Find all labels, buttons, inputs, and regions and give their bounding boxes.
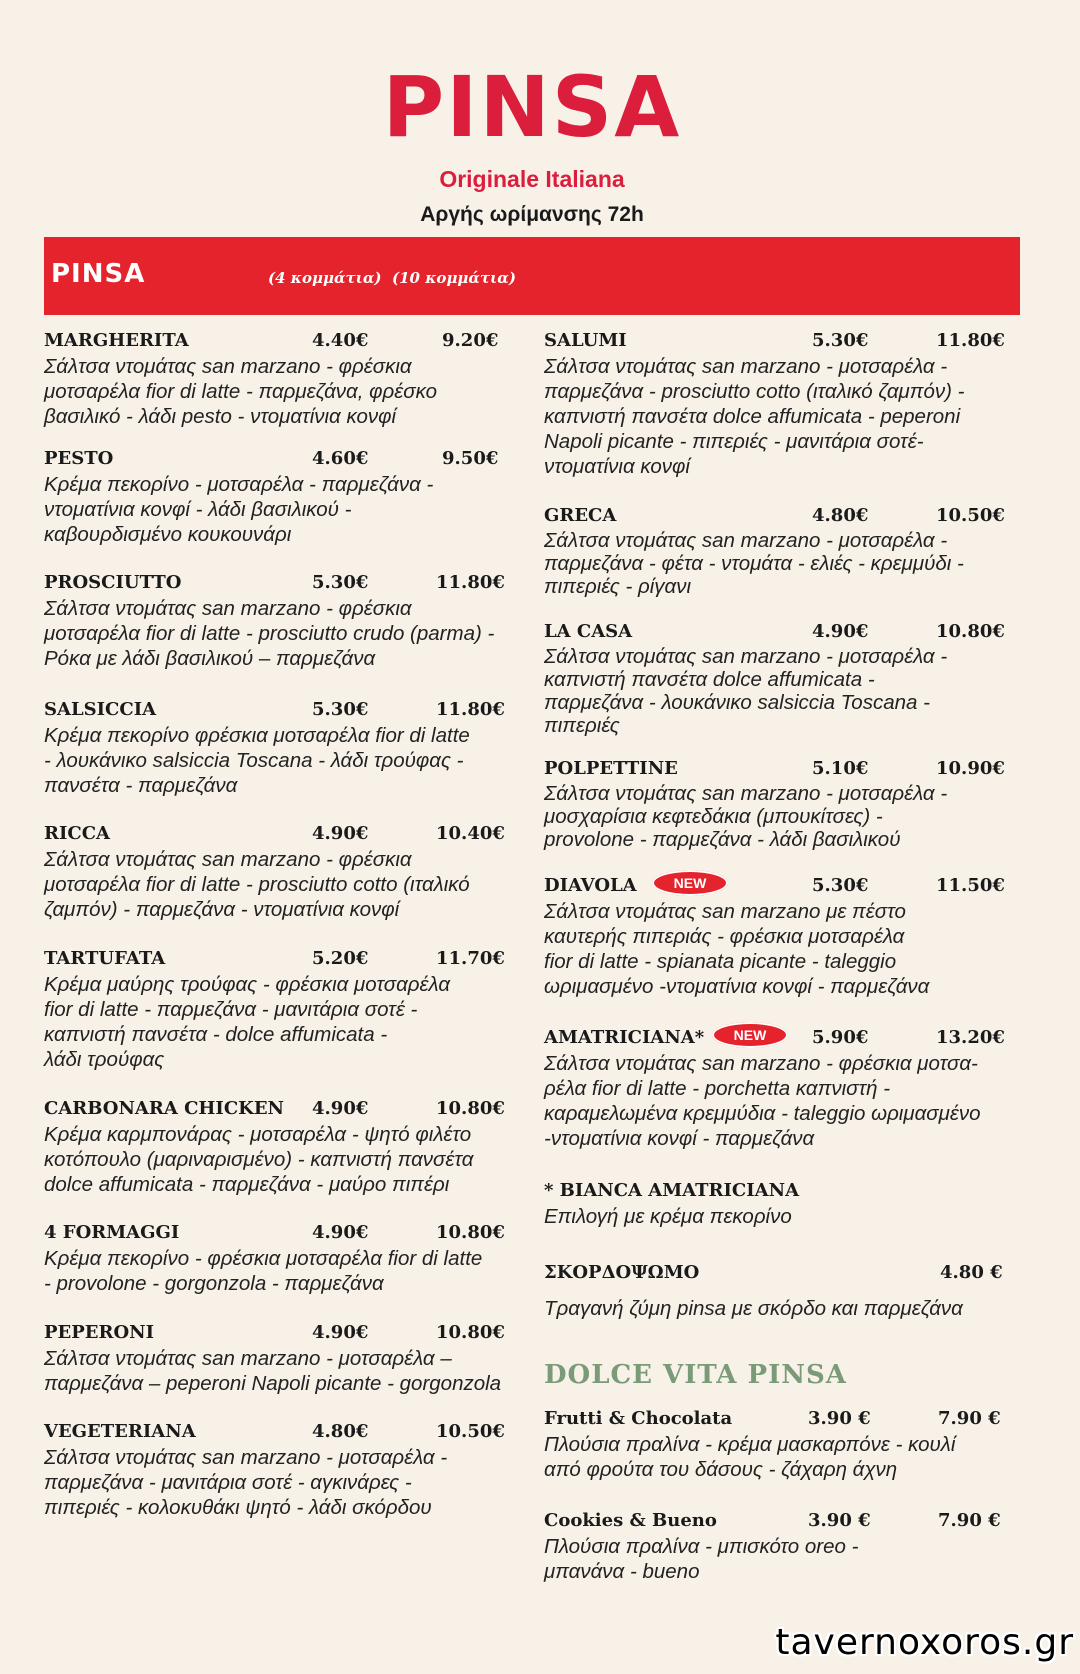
size-small-note: (4 κομμάτια) [268,269,382,287]
menu-item [544,875,1034,999]
item-name: RICCA [44,823,110,844]
item-desc-line: Σάλτσα ντομάτας san marzano - φρέσκια [44,848,412,871]
item-desc-line: Επιλογή με κρέμα πεκορίνο [544,1205,792,1228]
item-desc-line: - λουκάνικο salsiccia Toscana - λάδι τρούφας - [44,749,464,772]
price-large: 10.90€ [936,758,1005,779]
item-desc-line: πιπεριές - κολοκυθάκι ψητό - λάδι σκόρδου [44,1496,432,1519]
price-large: 11.50€ [936,875,1005,896]
menu-item [544,621,1034,737]
price-small: 4.40€ [312,330,369,351]
item-desc-line: ρέλα fior di latte - porchetta καπνιστή - [544,1077,891,1100]
item-name: Frutti & Chocolata [544,1408,733,1429]
menu-item [544,1027,1034,1151]
price-large: 7.90 € [938,1408,1001,1429]
item-desc-line: provolone - παρμεζάνα - λάδι βασιλικού [544,828,901,851]
item-desc-line: Σάλτσα ντομάτας san marzano - μοτσαρέλα - [544,645,948,668]
price-large: 13.20€ [936,1027,1005,1048]
item-desc-line: fior di latte - spianata picante - taleggio [544,950,897,973]
price-small: 4.90€ [312,823,369,844]
item-name: * BIANCA AMATRICIANA [544,1180,800,1201]
item-desc-line: ζαμπόν) - παρμεζάνα - ντοματίνια κονφί [44,898,400,921]
item-desc-line: από φρούτα του δάσους - ζάχαρη άχνη [544,1458,898,1481]
item-desc-line: κοτόπουλο (μαριναρισμένο) - καπνιστή πανσέτα [44,1148,474,1171]
item-desc-line: παρμεζάνα – peperoni Napoli picante - gorgonzola [44,1372,502,1395]
item-name: POLPETTINE [544,758,678,779]
menu-item [544,1408,1034,1482]
price-small: 4.90€ [312,1222,369,1243]
price-small: 3.90 € [808,1408,871,1429]
subtitle: Originale Italiana [439,166,625,192]
new-badge: NEW [652,870,728,896]
item-desc-line: παρμεζάνα - μανιτάρια σοτέ - αγκινάρες - [44,1471,412,1494]
item-name: PEPERONI [44,1322,155,1343]
item-name: PESTO [44,448,114,469]
price-large: 10.80€ [436,1322,505,1343]
item-desc-line: μοτσαρέλα fior di latte - prosciutto crudo (parma) - [44,622,495,645]
item-desc-line: μοτσαρέλα fior di latte - παρμεζάνα, φρέσκο [44,380,438,403]
item-desc-line: μοσχαρίσια κεφτεδάκια (μπουκίτσες) - [544,805,883,828]
price-small: 4.90€ [312,1098,369,1119]
item-desc-line: καπνιστή πανσέτα - dolce affumicata - [44,1023,388,1046]
price-small: 5.90€ [812,1027,869,1048]
item-desc-line: Σάλτσα ντομάτας san marzano - μοτσαρέλα - [44,1446,448,1469]
menu-item [544,1180,1034,1229]
item-desc-line: καπνιστή πανσέτα dolce affumicata - [544,668,875,691]
item-desc-line: καπνιστή πανσέτα dolce affumicata - peperoni [544,405,961,428]
item-name: Cookies & Bueno [544,1510,717,1531]
item-name: GRECA [544,505,617,526]
item-name: MARGHERITA [44,330,189,351]
tagline: Αργής ωρίμανσης 72h [420,203,644,226]
item-desc-line: Κρέμα πεκορίνο - φρέσκια μοτσαρέλα fior di latte [44,1247,483,1270]
price-large: 10.50€ [936,505,1005,526]
new-badge: NEW [712,1022,788,1048]
price-small: 4.60€ [312,448,369,469]
item-desc-line: Κρέμα μαύρης τρούφας - φρέσκια μοτσαρέλα [44,973,451,996]
item-desc-line: dolce affumicata - παρμεζάνα - μαύρο πιπέρι [44,1173,450,1196]
price-small: 3.90 € [808,1510,871,1531]
item-name: SALUMI [544,330,627,351]
item-desc-line: Σάλτσα ντομάτας san marzano - φρέσκια [44,355,412,378]
item-desc-line: fior di latte - παρμεζάνα - μανιτάρια σοτέ - [44,998,418,1021]
menu-item [44,572,534,671]
item-desc-line: καραμελωμένα κρεμμύδια - taleggio ωριμασμένο [544,1102,981,1125]
logo-title: PINSA [382,58,682,156]
item-desc-line: ντοματίνια κονφί [544,455,690,478]
price-large: 11.80€ [436,572,505,593]
menu-item [44,1098,534,1197]
price-small: 4.80€ [312,1421,369,1442]
price-small: 5.30€ [312,699,369,720]
item-desc-line: Σάλτσα ντομάτας san marzano - μοτσαρέλα – [44,1347,452,1370]
price-large: 10.80€ [936,621,1005,642]
price-large: 11.80€ [436,699,505,720]
item-name: DIAVOLA [544,875,637,896]
price-large: 9.20€ [442,330,499,351]
item-desc-line: ντοματίνια κονφί - λάδι βασιλικού - [44,498,352,521]
item-desc-line: Κρέμα καρμπονάρας - μοτσαρέλα - ψητό φιλέτο [44,1123,472,1146]
item-desc-line: μπανάνα - bueno [544,1560,700,1583]
price-large: 10.50€ [436,1421,505,1442]
item-desc-line: βασιλικό - λάδι pesto - ντοματίνια κονφί [44,405,397,428]
item-desc-line: Κρέμα πεκορίνο - μοτσαρέλα - παρμεζάνα - [44,473,434,496]
menu-item [44,1421,534,1520]
item-desc-line: Σάλτσα ντομάτας san marzano - μοτσαρέλα - [544,355,948,378]
item-name: AMATRICIANA* [544,1027,705,1048]
menu-item [544,1510,1034,1584]
menu-item [44,699,534,798]
item-desc-line: Σάλτσα ντομάτας san marzano με πέστο [544,900,906,923]
item-name: TARTUFATA [44,948,166,969]
price-large: 10.80€ [436,1098,505,1119]
menu-item [544,330,1034,479]
menu-item [544,758,1034,851]
price-large: 10.40€ [436,823,505,844]
item-desc-line: πανσέτα - παρμεζάνα [44,774,238,797]
item-name: SALSICCIA [44,699,157,720]
item-desc-line: Napoli picante - πιπεριές - μανιτάρια σοτέ- [544,430,924,453]
item-desc-line: ωριμασμένο -ντοματίνια κονφί - παρμεζάνα [544,975,930,998]
item-desc-line: λάδι τρούφας [44,1048,165,1071]
menu-item [44,1322,534,1396]
item-desc-line: - provolone - gorgonzola - παρμεζάνα [44,1272,384,1295]
item-desc-line: πιπεριές [544,714,620,737]
section-banner [44,237,1020,315]
item-desc-line: πιπεριές - ρίγανι [544,575,692,598]
size-large-note: (10 κομμάτια) [392,269,516,287]
price-small: 4.80€ [812,505,869,526]
item-desc-line: καυτερής πιπεριάς - φρέσκια μοτσαρέλα [544,925,905,948]
item-desc-line: -ντοματίνια κονφί - παρμεζάνα [544,1127,815,1150]
item-desc-line: Πλούσια πραλίνα - κρέμα μασκαρπόνε - κουλί [544,1433,956,1456]
price-large: 9.50€ [442,448,499,469]
menu-item [44,330,534,429]
price-small: 5.30€ [812,330,869,351]
price-large: 7.90 € [938,1510,1001,1531]
price-large: 11.70€ [436,948,505,969]
item-name: VEGETERIANA [44,1421,196,1442]
menu-item [544,1262,1034,1321]
item-desc-line: παρμεζάνα - φέτα - ντομάτα - ελιές - κρεμμύδι - [544,552,964,575]
item-desc-line: Ρόκα με λάδι βασιλικού – παρμεζάνα [44,647,376,670]
price-small: 4.90€ [312,1322,369,1343]
menu-item [44,823,534,922]
price-large: 11.80€ [936,330,1005,351]
menu-item [44,948,534,1072]
item-desc-line: Τραγανή ζύμη pinsa με σκόρδο και παρμεζάνα [544,1297,963,1320]
price-large: 4.80 € [940,1262,1003,1283]
price-small: 5.10€ [812,758,869,779]
item-desc-line: Πλούσια πραλίνα - μπισκότο oreo - [544,1535,859,1558]
item-desc-line: παρμεζάνα - prosciutto cotto (ιταλικό ζαμπόν) - [544,380,965,403]
banner-title: PINSA [51,259,146,289]
item-desc-line: μοτσαρέλα fior di latte - prosciutto cotto (ιταλικό [44,873,470,896]
item-desc-line: Σάλτσα ντομάτας san marzano - φρέσκια [44,597,412,620]
item-name: ΣΚΟΡΔΟΨΩΜΟ [544,1262,700,1283]
price-small: 5.30€ [312,572,369,593]
item-desc-line: Κρέμα πεκορίνο φρέσκια μοτσαρέλα fior di latte [44,724,470,747]
item-name: LA CASA [544,621,633,642]
item-desc-line: καβουρδισμένο κουκουνάρι [44,523,292,546]
item-desc-line: Σάλτσα ντομάτας san marzano - φρέσκια μοτσα- [544,1052,978,1075]
price-large: 10.80€ [436,1222,505,1243]
item-name: 4 FORMAGGI [44,1222,180,1243]
price-small: 5.30€ [812,875,869,896]
price-small: 4.90€ [812,621,869,642]
item-desc-line: παρμεζάνα - λουκάνικο salsiccia Toscana - [544,691,930,714]
dolce-section-title: DOLCE VITA PINSA [544,1360,847,1390]
menu-item [544,505,1034,598]
item-desc-line: Σάλτσα ντομάτας san marzano - μοτσαρέλα - [544,529,948,552]
item-name: PROSCIUTTO [44,572,182,593]
item-name: CARBONARA CHICKEN [44,1098,284,1119]
item-desc-line: Σάλτσα ντομάτας san marzano - μοτσαρέλα - [544,782,948,805]
watermark: tavernoxoros.gr [775,1622,1074,1663]
price-small: 5.20€ [312,948,369,969]
menu-item [44,448,534,547]
menu-item [44,1222,534,1296]
